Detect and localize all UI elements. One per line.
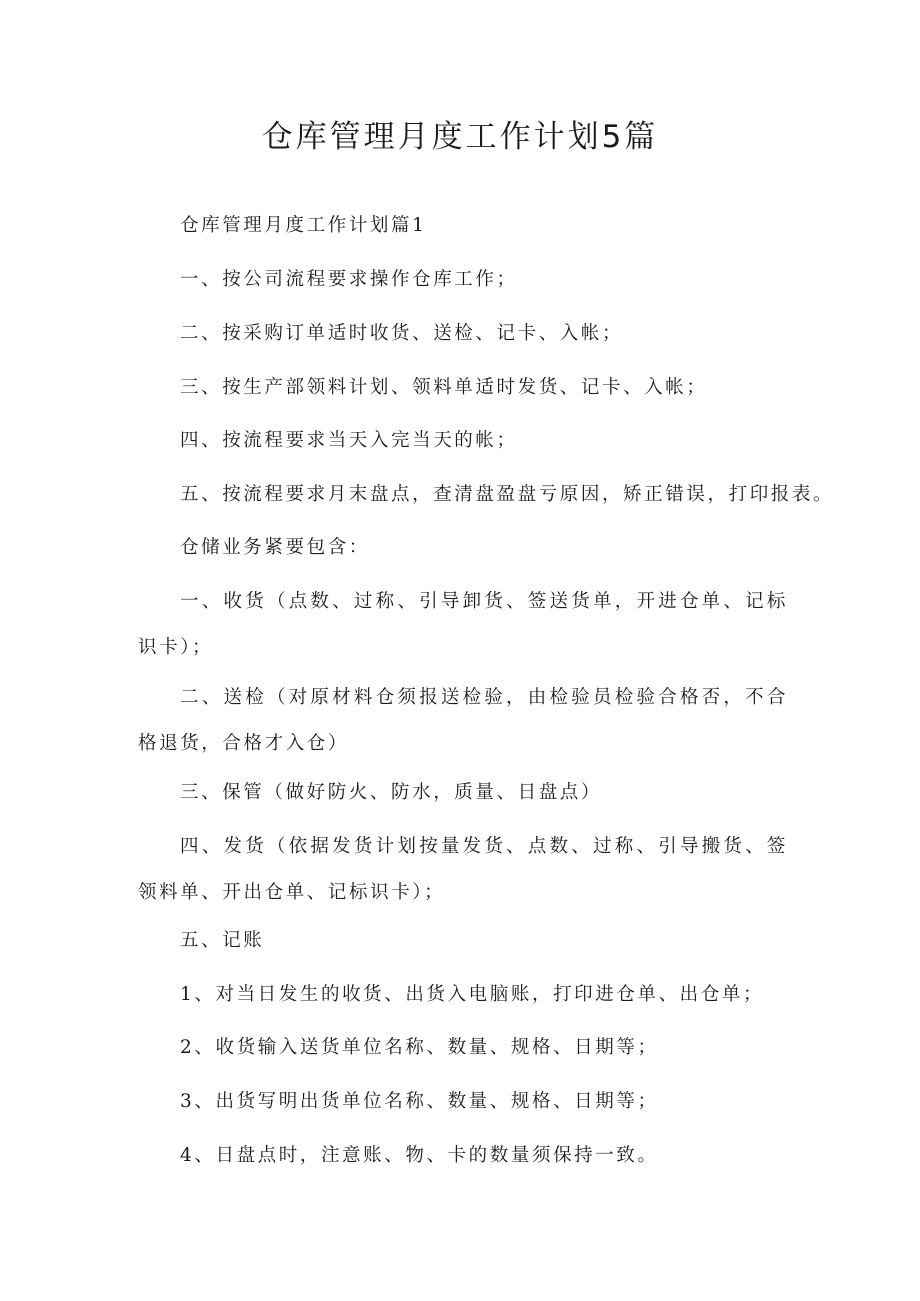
duty-item-4: 四、按流程要求当天入完当天的帐； [180,430,518,451]
storage-heading: 仓储业务紧要包含： [180,537,370,558]
duty-item-1: 一、按公司流程要求操作仓库工作； [180,269,518,290]
storage-item-3: 三、保管（做好防火、防水，质量、日盘点） [180,782,603,803]
accounting-item-2: 2、收货输入送货单位名称、数量、规格、日期等； [180,1037,659,1058]
accounting-item-3: 3、出货写明出货单位名称、数量、规格、日期等； [180,1091,659,1112]
accounting-item-4: 4、日盘点时，注意账、物、卡的数量须保持一致。 [180,1145,659,1166]
duty-item-3: 三、按生产部领料计划、领料单适时发货、记卡、入帐； [180,377,708,398]
storage-item-5: 五、记账 [180,930,265,951]
section-subtitle: 仓库管理月度工作计划篇1 [180,215,427,236]
accounting-item-1: 1、对当日发生的收货、出货入电脑账，打印进仓单、出仓单； [180,984,765,1005]
storage-item-2: 二、送检（对原材料仓须报送检验，由检验员检验合格否，不合格退货，合格才入仓） [138,687,788,754]
duty-item-5: 五、按流程要求月末盘点，查清盘盈盘亏原因，矫正错误，打印报表。 [180,484,835,505]
storage-item-4: 四、发货（依据发货计划按量发货、点数、过称、引导搬货、签领料单、开出仓单、记标识卡）； [138,836,788,903]
document-title: 仓库管理月度工作计划5篇 [261,119,659,155]
duty-item-2: 二、按采购订单适时收货、送检、记卡、入帐； [180,323,624,344]
storage-item-1: 一、收货（点数、过称、引导卸货、签送货单，开进仓单、记标识卡）； [138,591,788,658]
